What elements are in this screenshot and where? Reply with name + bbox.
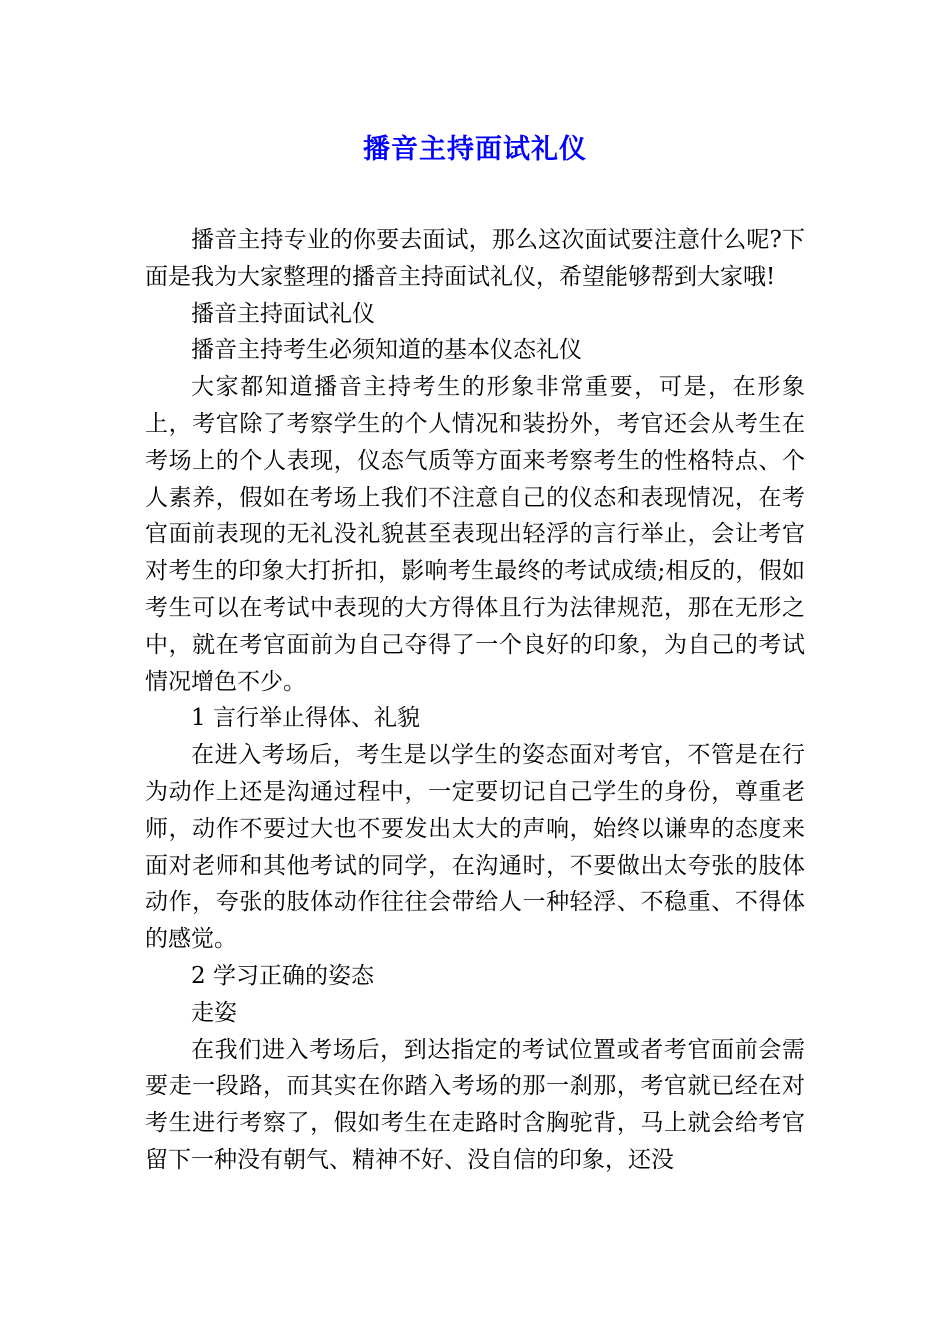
section-heading: 播音主持面试礼仪 xyxy=(191,300,375,327)
point-heading-2: 2 学习正确的姿态 xyxy=(191,962,374,989)
body-paragraph: 在我们进入考场后，到达指定的考试位置或者考官面前会需要走一段路，而其实在你踏入考场的那一刹那，考官就已经在对考生进行考察了，假如考生在走路时含胸驼背，马上就会给考官留下一种没有朝气、精神不好、没自信的印象，还没 xyxy=(145,1036,805,1173)
document-body xyxy=(145,222,805,1179)
document-title: 播音主持面试礼仪 xyxy=(363,134,587,165)
point-heading-1: 1 言行举止得体、礼貌 xyxy=(191,705,420,732)
body-paragraph: 大家都知道播音主持考生的形象非常重要，可是，在形象上，考官除了考察学生的个人情况和装扮外，考官还会从考生在考场上的个人表现，仪态气质等方面来考察考生的性格特点、个人素养，假如在考场上我们不注意自己的仪态和表现情况，在考官面前表现的无礼没礼貌甚至表现出轻浮的言行举止，会让考官对考生的印象大打折扣，影响考生最终的考试成绩;相反的，假如考生可以在考试中表现的大方得体且行为法律规范，那在无形之中，就在考官面前为自己夺得了一个良好的印象，为自己的考试情况增色不少。 xyxy=(145,374,805,695)
subsection-heading: 播音主持考生必须知道的基本仪态礼仪 xyxy=(191,337,582,364)
body-paragraph: 在进入考场后，考生是以学生的姿态面对考官，不管是在行为动作上还是沟通过程中，一定要切记自己学生的身份，尊重老师，动作不要过大也不要发出太大的声响，始终以谦卑的态度来面对老师和其他考试的同学，在沟通时，不要做出太夸张的肢体动作，夸张的肢体动作往往会带给人一种轻浮、不稳重、不得体的感觉。 xyxy=(145,742,805,953)
intro-paragraph: 播音主持专业的你要去面试，那么这次面试要注意什么呢?下面是我为大家整理的播音主持面试礼仪，希望能够帮到大家哦! xyxy=(145,227,805,290)
point-subheading: 走姿 xyxy=(191,999,237,1026)
